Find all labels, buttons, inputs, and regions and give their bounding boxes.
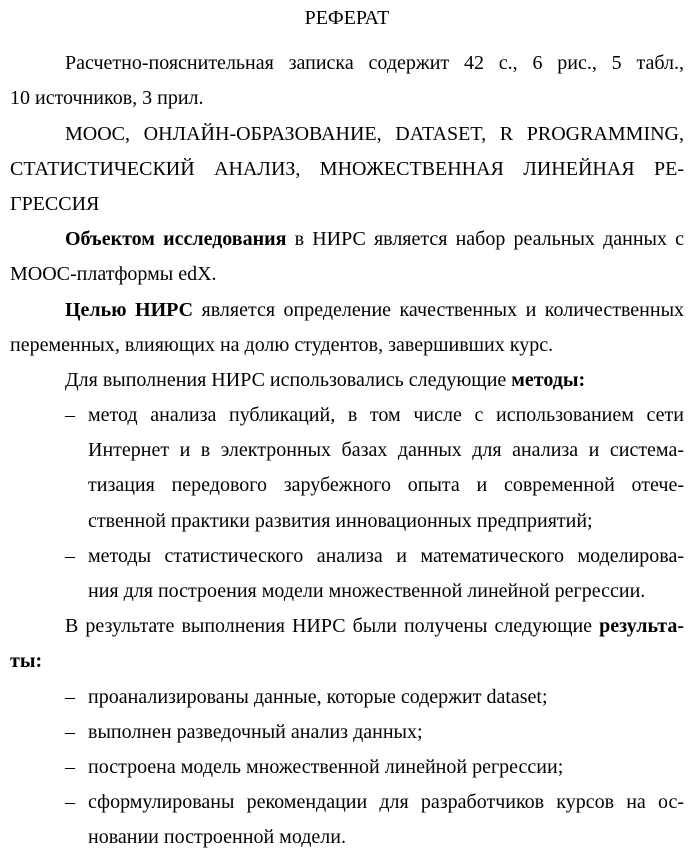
research-object-line-2: MOOC-платформы edX. [10, 263, 217, 286]
method-bullet-2-line-2: ния для построения модели множественной линейной регрессии. [88, 580, 646, 602]
goal-line-1 [10, 293, 684, 328]
bullet-dash-marker: – [65, 685, 75, 708]
keywords-line-1: MOOC, ОНЛАЙН-ОБРАЗОВАНИЕ, DATASET, R PROGRAMMING, [65, 122, 684, 145]
bullet-dash-marker: – [65, 791, 75, 814]
results-intro-line-1 [10, 609, 684, 644]
goal-line-2: переменных, влияющих на долю студентов, завершивших курс. [10, 333, 554, 356]
research-object-lead-bold: Объектом исследования [65, 228, 287, 251]
result-bullet-4-line-1 [65, 785, 684, 820]
results-intro-line-2 [10, 644, 684, 679]
result-bullet-3-text: построена модель множественной линейной регрессии; [88, 755, 564, 778]
bullet-dash-marker: – [65, 404, 75, 427]
bullet-dash-marker: – [65, 544, 75, 567]
result-bullet-1 [65, 680, 684, 715]
method-bullet-1-line-1 [65, 398, 684, 433]
method-bullet-2-line-1 [65, 539, 684, 574]
result-bullet-3 [65, 750, 684, 785]
method-bullet-1-line-1-text: метод анализа публикаций, в том числе с использованием сети [88, 404, 684, 427]
results-intro-bold-hyphen-part: результа- [599, 615, 684, 638]
goal-line-1-rest: является определение качественных и количественных [193, 298, 685, 321]
result-bullet-2-text: выполнен разведочный анализ данных; [88, 720, 423, 743]
page-title: РЕФЕРАТ [304, 7, 390, 29]
method-bullet-1-line-3: тизация передового зарубежного опыта и современной отече- [88, 474, 684, 497]
research-object-line-1 [10, 222, 684, 257]
stats-line-1: Расчетно-пояснительная записка содержит 42 с., 6 рис., 5 табл., [65, 52, 684, 75]
result-bullet-4-line-1-text: сформулированы рекомендации для разработчиков курсов на ос- [88, 791, 684, 814]
bullet-dash-marker: – [65, 720, 75, 743]
result-bullet-1-text: проанализированы данные, которые содержит dataset; [88, 685, 548, 708]
results-intro-start: В результате выполнения НИРС были получены следующие [65, 615, 600, 638]
methods-intro-bold: методы: [511, 368, 586, 391]
result-bullet-4-line-2: новании построенной модели. [88, 826, 346, 849]
goal-lead-bold: Целью НИРС [65, 298, 194, 321]
methods-intro-start: Для выполнения НИРС использовались следующие [65, 368, 512, 391]
method-bullet-2-line-1-text: методы статистического анализа и математического моделирова- [88, 544, 684, 567]
method-bullet-1-line-4: ственной практики развития инновационных предприятий; [88, 509, 593, 532]
method-bullet-1-line-2: Интернет и в электронных базах данных для анализа и система- [88, 439, 684, 462]
keywords-line-2: СТАТИСТИЧЕСКИЙ АНАЛИЗ, МНОЖЕСТВЕННАЯ ЛИНЕЙНАЯ РЕ- [10, 157, 684, 180]
results-intro-bold-tail: ты: [10, 650, 43, 673]
bullet-dash-marker: – [65, 755, 75, 778]
stats-line-2: 10 источников, 3 прил. [10, 87, 204, 110]
methods-intro-line [10, 363, 684, 398]
research-object-line-1-rest: в НИРС является набор реальных данных с [286, 228, 684, 251]
keywords-line-3: ГРЕССИЯ [10, 192, 100, 215]
result-bullet-2 [65, 715, 684, 750]
